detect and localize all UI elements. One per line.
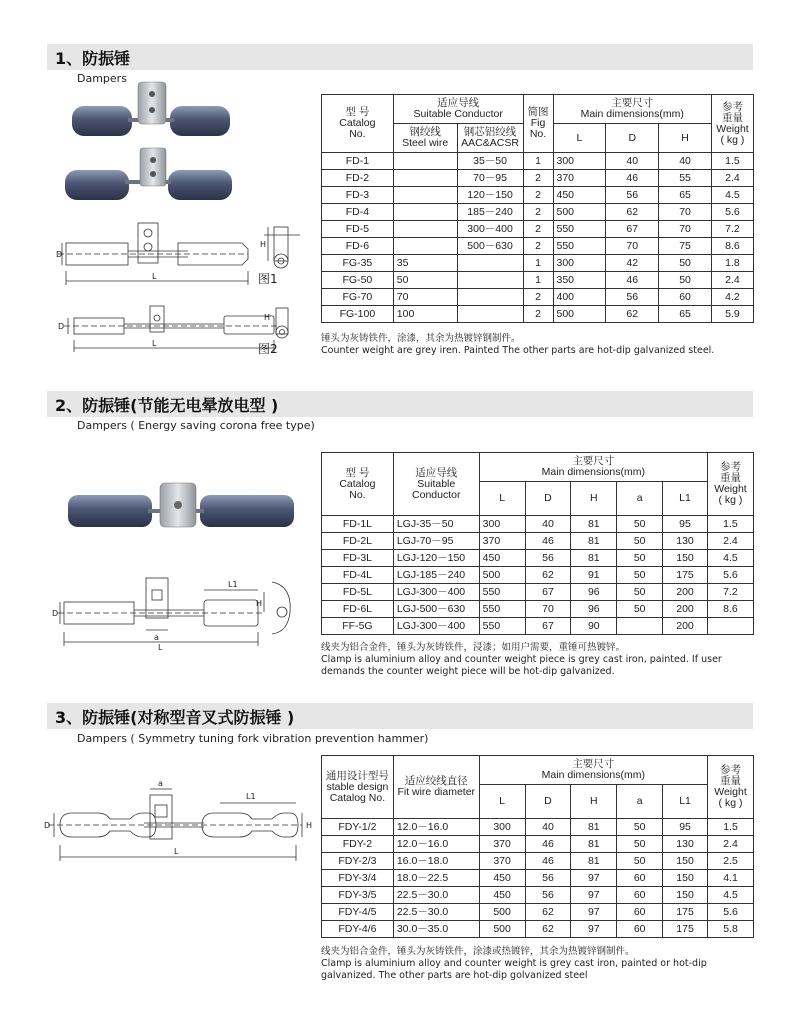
table-cell: 200 <box>663 584 708 601</box>
table-row <box>322 601 754 618</box>
table-cell: 550 <box>479 601 525 618</box>
table-cell: 55 <box>659 170 712 187</box>
table-cell: FD-5 <box>322 221 394 238</box>
table-cell: 300 <box>553 255 606 272</box>
table-cell: 4.1 <box>708 870 754 887</box>
table-cell: 70 <box>659 204 712 221</box>
table-cell <box>393 170 457 187</box>
table-cell: 50 <box>617 516 663 533</box>
dim-label-H-2: H <box>264 313 271 322</box>
table-cell: 550 <box>479 618 525 635</box>
header-acsr: 钢芯铝绞线 AAC&ACSR <box>457 124 523 153</box>
table-row <box>322 904 754 921</box>
table-cell: 46 <box>606 272 659 289</box>
table-cell: 5.9 <box>711 306 753 323</box>
table-cell: LGJ-500－630 <box>393 601 479 618</box>
header-weight: 参考 重量 Weight ( kg ) <box>711 95 753 153</box>
table-cell: 550 <box>553 221 606 238</box>
table-cell: 30.0－35.0 <box>393 921 479 938</box>
table-cell: 2 <box>523 204 553 221</box>
table-cell: 40 <box>525 516 571 533</box>
table-row <box>322 870 754 887</box>
table-cell: FD-3L <box>322 550 394 567</box>
header-steel: 钢绞线 Steel wire <box>393 124 457 153</box>
table-cell: 50 <box>617 533 663 550</box>
header-model-2: 型 号 Catalog No. <box>322 453 394 516</box>
table-cell: 40 <box>659 153 712 170</box>
table-row <box>322 887 754 904</box>
table-cell: 185－240 <box>457 204 523 221</box>
note-en-3a: Clamp is aluminium alloy and counter weight is grey cast iron, painted or hot-dip <box>321 958 707 969</box>
table-cell: 91 <box>571 567 617 584</box>
header-model: 型 号 Catalog No. <box>322 95 394 153</box>
table-cell: 46 <box>525 836 571 853</box>
table-cell <box>393 187 457 204</box>
table-cell: 62 <box>606 204 659 221</box>
table-cell: 50 <box>617 819 663 836</box>
table-cell: 46 <box>525 533 571 550</box>
table-row <box>322 567 754 584</box>
table-cell: 100 <box>393 306 457 323</box>
table-cell: 70－95 <box>457 170 523 187</box>
table-cell: 150 <box>663 853 708 870</box>
dim-label-D: D <box>56 250 63 259</box>
table-cell: 550 <box>553 238 606 255</box>
spec-table-1 <box>321 94 754 323</box>
table-cell: 4.2 <box>711 289 753 306</box>
table-cell: FD-1L <box>322 516 394 533</box>
table-cell: 67 <box>606 221 659 238</box>
table-cell <box>393 221 457 238</box>
table-cell: 50 <box>617 584 663 601</box>
section-3-title: 3、防振锤(对称型音叉式防振锤 ) <box>55 708 295 727</box>
table-cell: 2 <box>523 306 553 323</box>
table-cell: 370 <box>479 836 525 853</box>
table-cell: 97 <box>571 904 617 921</box>
table-cell: 16.0－18.0 <box>393 853 479 870</box>
table-row <box>322 289 754 306</box>
table-cell: 50 <box>617 836 663 853</box>
table-cell: 50 <box>617 567 663 584</box>
table-row <box>322 306 754 323</box>
table-cell <box>393 204 457 221</box>
table-cell: 450 <box>479 887 525 904</box>
section-3-subtitle: Dampers ( Symmetry tuning fork vibration prevention hammer) <box>77 732 429 745</box>
table-cell: 35－50 <box>457 153 523 170</box>
table-cell <box>393 238 457 255</box>
table-cell: 62 <box>525 567 571 584</box>
header-3-dim-H: H <box>571 785 617 819</box>
table-cell <box>457 289 523 306</box>
table-cell: FD-2 <box>322 170 394 187</box>
table-cell: 67 <box>525 584 571 601</box>
table-cell: 5.6 <box>711 204 753 221</box>
table-cell <box>707 618 753 635</box>
table-cell: 97 <box>571 870 617 887</box>
table-cell: 130 <box>663 533 708 550</box>
table-cell: 150 <box>663 870 708 887</box>
table-row <box>322 153 754 170</box>
table-cell: 500 <box>479 567 525 584</box>
table-cell: 60 <box>617 870 663 887</box>
table-cell: 65 <box>659 306 712 323</box>
table-cell: FDY-4/5 <box>322 904 394 921</box>
header-3-dim-a: a <box>617 785 663 819</box>
table-cell: 60 <box>617 904 663 921</box>
table-cell: 500 <box>553 204 606 221</box>
header-model-3: 通用设计型号 stable design Catalog No. <box>322 756 394 819</box>
table-cell: 42 <box>606 255 659 272</box>
table-cell: FG-100 <box>322 306 394 323</box>
header-3-dim-D: D <box>525 785 571 819</box>
dim-label-L: L <box>152 272 157 281</box>
table-cell: 2.4 <box>707 533 753 550</box>
table-cell: 40 <box>525 819 571 836</box>
table-cell: 97 <box>571 921 617 938</box>
section-3-header <box>47 703 753 729</box>
dim-label-L-2: L <box>152 339 157 348</box>
table-cell: 2.4 <box>711 170 753 187</box>
table-cell: 81 <box>571 516 617 533</box>
note-en: Counter weight are grey iren. Painted The other parts are hot-dip galvanized steel. <box>321 345 715 356</box>
header-dim-H: H <box>659 124 712 153</box>
table-cell: 50 <box>659 272 712 289</box>
header-fig: 简图 Fig No. <box>523 95 553 153</box>
table-cell: 2 <box>523 221 553 238</box>
header-2-dim-L: L <box>479 482 525 516</box>
table-row <box>322 550 754 567</box>
spec-table-2 <box>321 452 754 635</box>
table-cell: FDY-3/5 <box>322 887 394 904</box>
table-cell: 22.5－30.0 <box>393 904 479 921</box>
table-cell: 65 <box>659 187 712 204</box>
table-cell: 95 <box>663 516 708 533</box>
table-row <box>322 819 754 836</box>
damper-drawing-3 <box>40 775 315 865</box>
table-cell: LGJ-300－400 <box>393 584 479 601</box>
section-2-subtitle: Dampers ( Energy saving corona free type) <box>77 419 315 432</box>
table-1-body <box>322 153 754 323</box>
table-cell: 67 <box>525 618 571 635</box>
note-cn: 锤头为灰铸铁件，涂漆，其余为热镀锌钢制件。 <box>321 333 521 344</box>
table-cell: 450 <box>479 870 525 887</box>
dim-label-L-s3: L <box>174 847 179 856</box>
table-cell: 50 <box>617 853 663 870</box>
table-cell: 120－150 <box>457 187 523 204</box>
table-cell: 60 <box>659 289 712 306</box>
table-cell: 150 <box>663 887 708 904</box>
table-cell: 22.5－30.0 <box>393 887 479 904</box>
table-cell <box>617 618 663 635</box>
section-1-header <box>47 44 753 70</box>
section-2-notes <box>321 642 722 678</box>
fig-1-label: 图1 <box>258 272 278 286</box>
table-cell: 5.8 <box>708 921 754 938</box>
table-cell: FDY-2 <box>322 836 394 853</box>
note-en-2b: demands the counter weight piece will be hot-dip galvanized. <box>321 666 615 677</box>
table-cell: 70 <box>393 289 457 306</box>
table-cell: 200 <box>663 601 708 618</box>
table-row <box>322 238 754 255</box>
header-weight-2: 参考 重量 Weight ( kg ) <box>707 453 753 516</box>
table-cell: 46 <box>606 170 659 187</box>
table-cell: 18.0－22.5 <box>393 870 479 887</box>
table-cell: 96 <box>571 584 617 601</box>
table-cell: FD-3 <box>322 187 394 204</box>
spec-table-3 <box>321 755 754 938</box>
table-cell: 370 <box>479 533 525 550</box>
table-cell: 96 <box>571 601 617 618</box>
table-row <box>322 533 754 550</box>
table-cell: 8.6 <box>711 238 753 255</box>
header-dims-3: 主要尺寸 Main dimensions(mm) <box>479 756 707 785</box>
table-cell: 2 <box>523 170 553 187</box>
table-cell: LGJ-120－150 <box>393 550 479 567</box>
table-row <box>322 204 754 221</box>
table-cell: FD-4L <box>322 567 394 584</box>
section-2-header <box>47 391 753 417</box>
table-cell: 300 <box>479 516 525 533</box>
table-cell: 400 <box>553 289 606 306</box>
table-cell: LGJ-35－50 <box>393 516 479 533</box>
table-cell: 130 <box>663 836 708 853</box>
table-cell: 97 <box>571 887 617 904</box>
dim-label-L-s2: L <box>158 643 163 652</box>
header-dim-D: D <box>606 124 659 153</box>
header-3-dim-L: L <box>479 785 525 819</box>
table-cell: 1 <box>523 272 553 289</box>
table-cell: 370 <box>479 853 525 870</box>
table-cell: 56 <box>606 289 659 306</box>
table-cell: 56 <box>525 870 571 887</box>
table-cell: 70 <box>525 601 571 618</box>
table-cell: 1.5 <box>708 819 754 836</box>
table-cell: FD-6L <box>322 601 394 618</box>
table-cell: 35 <box>393 255 457 272</box>
header-conductor-3: 适应绞线直径 Fit wire diameter <box>393 756 479 819</box>
table-cell: FD-6 <box>322 238 394 255</box>
table-cell: FD-4 <box>322 204 394 221</box>
table-row <box>322 516 754 533</box>
table-row <box>322 618 754 635</box>
header-2-dim-D: D <box>525 482 571 516</box>
table-cell: 2 <box>523 289 553 306</box>
table-cell: 175 <box>663 567 708 584</box>
table-cell: 70 <box>606 238 659 255</box>
header-2-dim-H: H <box>571 482 617 516</box>
table-cell: 50 <box>617 601 663 618</box>
table-cell: 175 <box>663 904 708 921</box>
table-cell: 90 <box>571 618 617 635</box>
table-cell: 2 <box>523 187 553 204</box>
header-conductor: 适应导线 Suitable Conductor <box>393 95 523 124</box>
section-1-title: 1、防振锤 <box>55 49 131 68</box>
dim-label-D-s2: D <box>52 609 59 618</box>
header-dim-L: L <box>553 124 606 153</box>
table-cell: 8.6 <box>707 601 753 618</box>
header-dims: 主要尺寸 Main dimensions(mm) <box>553 95 711 124</box>
table-cell: FD-2L <box>322 533 394 550</box>
table-cell: 450 <box>553 187 606 204</box>
table-cell <box>393 153 457 170</box>
table-cell: 300 <box>479 819 525 836</box>
table-row <box>322 170 754 187</box>
table-cell: FG-70 <box>322 289 394 306</box>
table-cell: 56 <box>525 550 571 567</box>
table-cell: 175 <box>663 921 708 938</box>
dim-label-H: H <box>260 240 267 249</box>
table-3-body <box>322 819 754 938</box>
table-cell: 200 <box>663 618 708 635</box>
section-2-title: 2、防振锤(节能无电晕放电型 ) <box>55 396 279 415</box>
table-cell: 4.5 <box>708 887 754 904</box>
table-cell <box>457 272 523 289</box>
table-cell: 1 <box>523 153 553 170</box>
dim-label-L1-s2: L1 <box>228 580 238 589</box>
header-2-dim-a: a <box>617 482 663 516</box>
table-cell: 40 <box>606 153 659 170</box>
table-cell: 60 <box>617 887 663 904</box>
table-cell: FG-35 <box>322 255 394 272</box>
table-cell: 1.5 <box>711 153 753 170</box>
dim-label-D-2: D <box>58 322 65 331</box>
table-cell <box>457 306 523 323</box>
table-row <box>322 221 754 238</box>
table-cell: 5.6 <box>708 904 754 921</box>
note-cn-2: 线夹为铝合金件，锤头为灰铸铁件，浸漆；如用户需要，重锤可热镀锌。 <box>321 642 626 653</box>
table-cell: 4.5 <box>707 550 753 567</box>
section-1-notes <box>321 333 714 357</box>
section-3-notes <box>321 946 707 982</box>
table-cell: FF-5G <box>322 618 394 635</box>
section-1-subtitle: Dampers <box>77 72 127 85</box>
table-cell: 70 <box>659 221 712 238</box>
header-dims-2: 主要尺寸 Main dimensions(mm) <box>479 453 707 482</box>
table-cell: 1 <box>523 255 553 272</box>
table-cell: 81 <box>571 550 617 567</box>
table-cell: 370 <box>553 170 606 187</box>
table-cell: 62 <box>525 921 571 938</box>
header-weight-3: 参考 重量 Weight ( kg ) <box>708 756 754 819</box>
table-cell: 95 <box>663 819 708 836</box>
table-cell: 4.5 <box>711 187 753 204</box>
table-cell: 150 <box>663 550 708 567</box>
table-cell: 62 <box>525 904 571 921</box>
table-cell: 81 <box>571 819 617 836</box>
dim-label-L1-s3: L1 <box>246 792 256 801</box>
table-cell: 2.4 <box>708 836 754 853</box>
table-row <box>322 255 754 272</box>
table-2-body <box>322 516 754 635</box>
table-row <box>322 921 754 938</box>
table-cell: 81 <box>571 853 617 870</box>
table-cell: FDY-3/4 <box>322 870 394 887</box>
dim-label-a-s3: a <box>158 779 163 788</box>
table-cell: 50 <box>393 272 457 289</box>
table-cell: 50 <box>617 550 663 567</box>
table-cell: 75 <box>659 238 712 255</box>
table-cell: FD-1 <box>322 153 394 170</box>
table-cell <box>457 255 523 272</box>
table-cell: 46 <box>525 853 571 870</box>
header-3-dim-L1: L1 <box>663 785 708 819</box>
table-cell: 350 <box>553 272 606 289</box>
table-row <box>322 187 754 204</box>
fig-2-label: 图2 <box>258 342 278 356</box>
note-en-3b: galvanized. The other parts are hot-dip golvanized steel <box>321 970 588 981</box>
table-row <box>322 836 754 853</box>
table-cell: 7.2 <box>711 221 753 238</box>
table-cell: 50 <box>659 255 712 272</box>
dim-label-a-s2: a <box>154 633 159 642</box>
table-cell: 300－400 <box>457 221 523 238</box>
table-cell: 56 <box>525 887 571 904</box>
table-cell: 7.2 <box>707 584 753 601</box>
table-cell: 2.5 <box>708 853 754 870</box>
table-cell: FDY-1/2 <box>322 819 394 836</box>
table-cell: 500 <box>479 904 525 921</box>
table-cell: 12.0－16.0 <box>393 819 479 836</box>
table-cell: 500 <box>553 306 606 323</box>
table-cell: 56 <box>606 187 659 204</box>
table-cell: 81 <box>571 836 617 853</box>
header-2-dim-L1: L1 <box>663 482 708 516</box>
dim-label-H-s2: H <box>256 599 263 608</box>
table-cell: 1.5 <box>707 516 753 533</box>
table-cell: 550 <box>479 584 525 601</box>
table-cell: 62 <box>606 306 659 323</box>
table-cell: 12.0－16.0 <box>393 836 479 853</box>
table-row <box>322 853 754 870</box>
note-cn-3: 线夹为铝合金件，锤头为灰铸铁件，涂漆或热镀锌，其余为热镀锌钢制件。 <box>321 946 635 957</box>
table-cell: LGJ-185－240 <box>393 567 479 584</box>
dim-label-H-s3: H <box>306 821 313 830</box>
table-cell: 2.4 <box>711 272 753 289</box>
damper-photo-2 <box>60 475 300 545</box>
note-en-2a: Clamp is aluminium alloy and counter weight piece is grey cast iron, painted. If user <box>321 654 722 665</box>
table-cell: FDY-4/6 <box>322 921 394 938</box>
header-conductor-2: 适应导线 Suitable Conductor <box>393 453 479 516</box>
table-cell: 500－630 <box>457 238 523 255</box>
table-cell: 60 <box>617 921 663 938</box>
table-cell: FG-50 <box>322 272 394 289</box>
table-cell: FD-5L <box>322 584 394 601</box>
table-cell: 300 <box>553 153 606 170</box>
table-cell: LGJ-70－95 <box>393 533 479 550</box>
table-cell: 500 <box>479 921 525 938</box>
table-row <box>322 272 754 289</box>
table-cell: 2 <box>523 238 553 255</box>
damper-drawing-2 <box>48 572 308 652</box>
damper-photo-1 <box>60 76 240 206</box>
table-cell: FDY-2/3 <box>322 853 394 870</box>
dim-label-D-s3: D <box>44 821 51 830</box>
table-cell: LGJ-300－400 <box>393 618 479 635</box>
table-cell: 450 <box>479 550 525 567</box>
table-cell: 1.8 <box>711 255 753 272</box>
table-row <box>322 584 754 601</box>
table-cell: 5.6 <box>707 567 753 584</box>
table-cell: 81 <box>571 533 617 550</box>
